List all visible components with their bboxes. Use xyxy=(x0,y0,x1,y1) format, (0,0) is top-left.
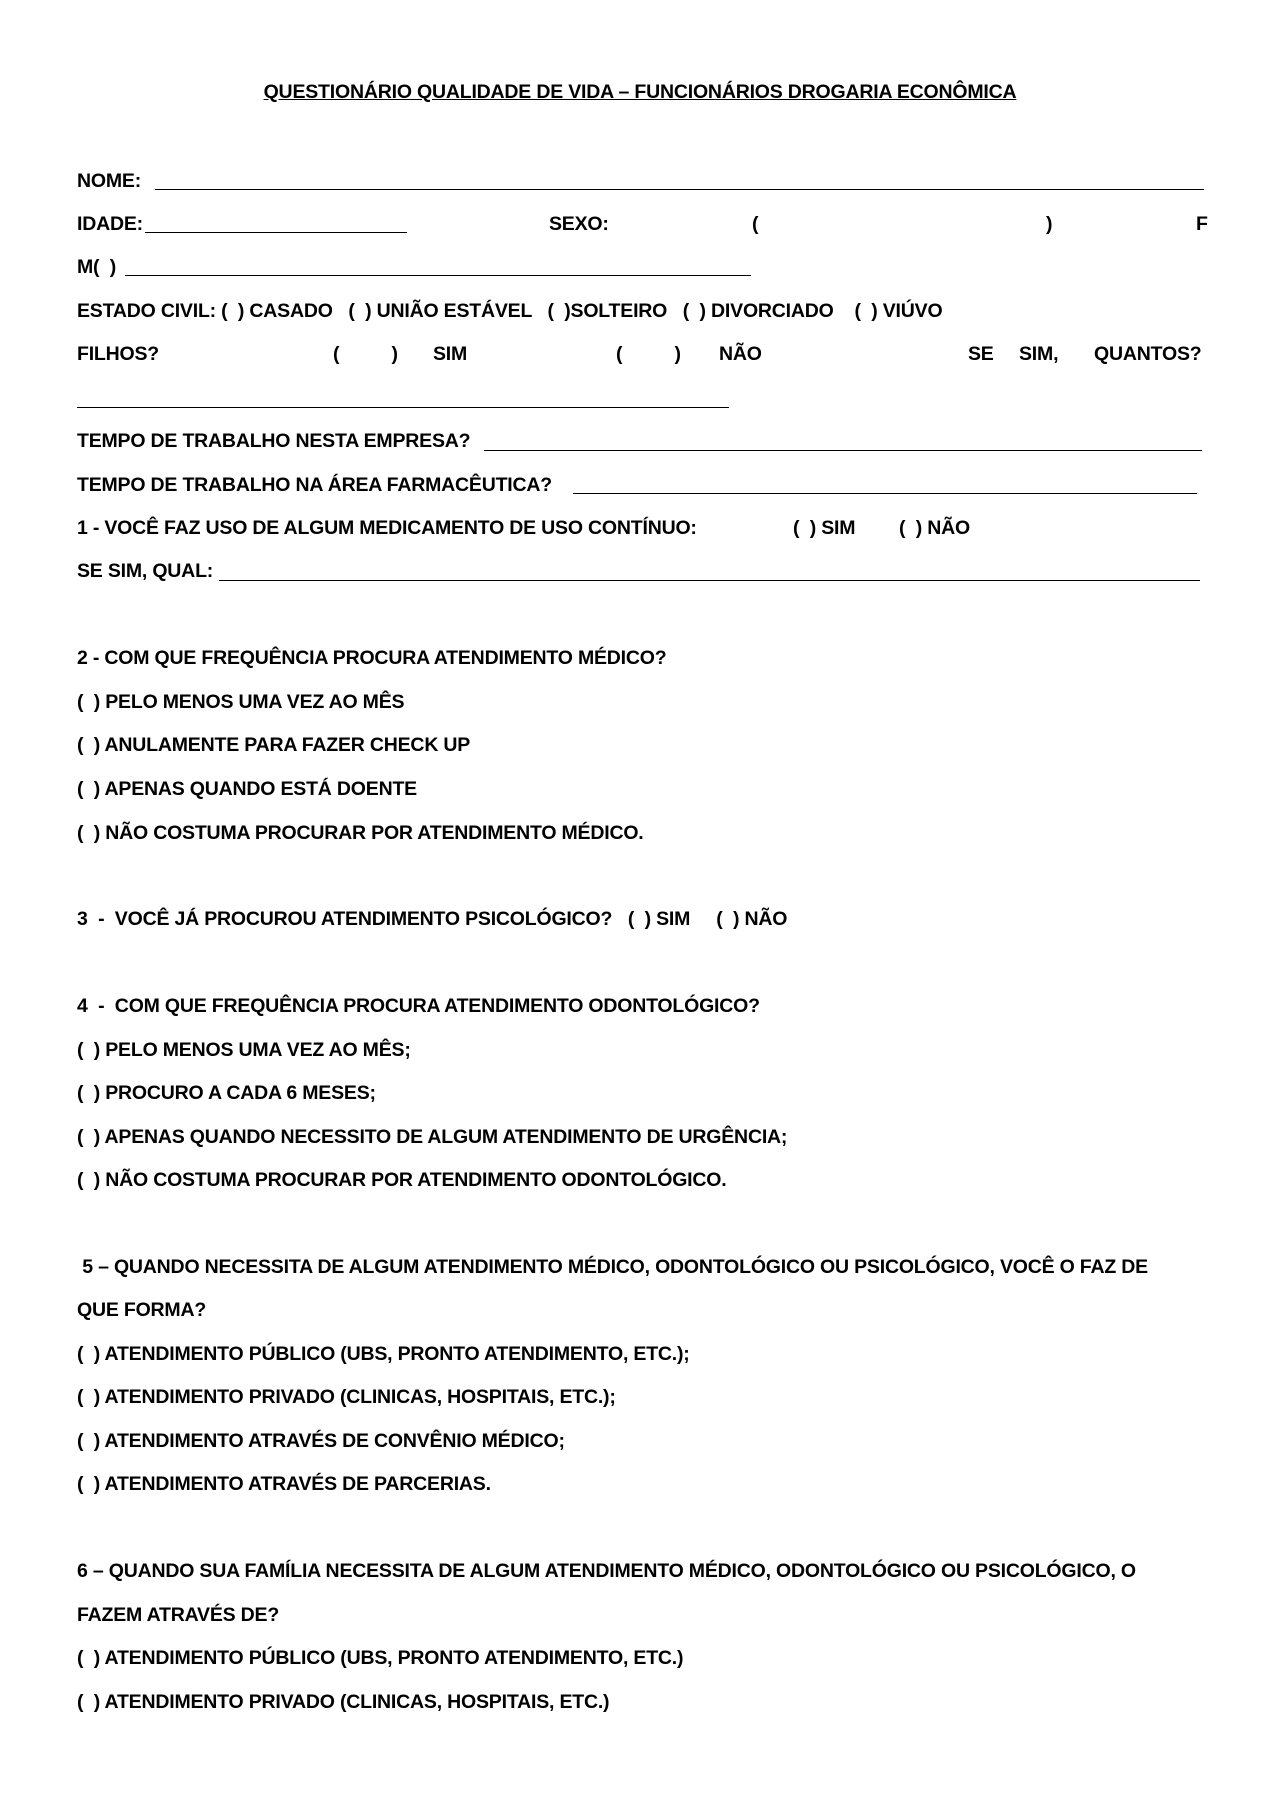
nome-field-line[interactable] xyxy=(155,189,1204,190)
tempo-empresa-line[interactable] xyxy=(484,450,1202,451)
filhos-quantos-label: QUANTOS? xyxy=(1094,343,1202,365)
sexo-m-option[interactable]: M( ) xyxy=(77,256,117,278)
sexo-f-label: F xyxy=(1196,213,1208,235)
q2-text: 2 - COM QUE FREQUÊNCIA PROCURA ATENDIMENTO MÉDICO? xyxy=(77,647,667,669)
tempo-area-line[interactable] xyxy=(573,493,1197,494)
q4-option[interactable]: ( ) PELO MENOS UMA VEZ AO MÊS; xyxy=(77,1039,411,1061)
q1-qual-line[interactable] xyxy=(219,580,1200,581)
q4-option[interactable]: ( ) NÃO COSTUMA PROCURAR POR ATENDIMENTO ODONTOLÓGICO. xyxy=(77,1169,727,1191)
q4-text: 4 - COM QUE FREQUÊNCIA PROCURA ATENDIMENTO ODONTOLÓGICO? xyxy=(77,995,760,1017)
q1-nao-option[interactable]: ( ) NÃO xyxy=(899,517,970,539)
q5-text-line2: QUE FORMA? xyxy=(77,1299,207,1321)
q5-option[interactable]: ( ) ATENDIMENTO ATRAVÉS DE CONVÊNIO MÉDICO; xyxy=(77,1430,565,1452)
q5-text-line1: 5 – QUANDO NECESSITA DE ALGUM ATENDIMENTO MÉDICO, ODONTOLÓGICO OU PSICOLÓGICO, VOCÊ O FAZ DE xyxy=(77,1256,1148,1278)
q4-option[interactable]: ( ) APENAS QUANDO NECESSITO DE ALGUM ATENDIMENTO DE URGÊNCIA; xyxy=(77,1126,788,1148)
q1-qual-label: SE SIM, QUAL: xyxy=(77,560,214,582)
filhos-quantos-line[interactable] xyxy=(77,407,729,408)
q6-text-line2: FAZEM ATRAVÉS DE? xyxy=(77,1604,280,1626)
idade-field-line[interactable] xyxy=(145,232,407,233)
estado-civil-options[interactable]: ESTADO CIVIL: ( ) CASADO ( ) UNIÃO ESTÁVEL ( )SOLTEIRO ( ) DIVORCIADO ( ) VIÚVO xyxy=(77,300,943,322)
filhos-se-label: SE xyxy=(968,343,994,365)
sexo-m-line xyxy=(125,275,751,276)
q2-option[interactable]: ( ) PELO MENOS UMA VEZ AO MÊS xyxy=(77,691,405,713)
sexo-f-paren-close[interactable]: ) xyxy=(1046,213,1053,235)
q3-text[interactable]: 3 - VOCÊ JÁ PROCUROU ATENDIMENTO PSICOLÓGICO? ( ) SIM ( ) NÃO xyxy=(77,908,788,930)
q1-sim-option[interactable]: ( ) SIM xyxy=(793,517,856,539)
tempo-area-label: TEMPO DE TRABALHO NA ÁREA FARMACÊUTICA? xyxy=(77,474,552,496)
tempo-empresa-label: TEMPO DE TRABALHO NESTA EMPRESA? xyxy=(77,430,471,452)
q6-text-line1: 6 – QUANDO SUA FAMÍLIA NECESSITA DE ALGUM ATENDIMENTO MÉDICO, ODONTOLÓGICO OU PSICOLÓGICO, O xyxy=(77,1560,1136,1582)
q6-option[interactable]: ( ) ATENDIMENTO PRIVADO (CLINICAS, HOSPITAIS, ETC.) xyxy=(77,1691,610,1713)
idade-label: IDADE: xyxy=(77,213,143,235)
filhos-sim-label: SIM xyxy=(433,343,468,365)
q2-option[interactable]: ( ) NÃO COSTUMA PROCURAR POR ATENDIMENTO MÉDICO. xyxy=(77,822,644,844)
q4-option[interactable]: ( ) PROCURO A CADA 6 MESES; xyxy=(77,1082,376,1104)
filhos-sim2-label: SIM, xyxy=(1019,343,1059,365)
q2-option[interactable]: ( ) APENAS QUANDO ESTÁ DOENTE xyxy=(77,778,417,800)
q5-option[interactable]: ( ) ATENDIMENTO PÚBLICO (UBS, PRONTO ATENDIMENTO, ETC.); xyxy=(77,1343,690,1365)
sexo-f-paren-open[interactable]: ( xyxy=(752,213,759,235)
q2-option[interactable]: ( ) ANULAMENTE PARA FAZER CHECK UP xyxy=(77,734,471,756)
q5-option[interactable]: ( ) ATENDIMENTO ATRAVÉS DE PARCERIAS. xyxy=(77,1473,491,1495)
q1-text: 1 - VOCÊ FAZ USO DE ALGUM MEDICAMENTO DE USO CONTÍNUO: xyxy=(77,517,697,539)
filhos-nao-checkbox[interactable]: ( ) xyxy=(616,343,681,365)
q5-option[interactable]: ( ) ATENDIMENTO PRIVADO (CLINICAS, HOSPITAIS, ETC.); xyxy=(77,1386,616,1408)
filhos-nao-label: NÃO xyxy=(719,343,762,365)
sexo-label: SEXO: xyxy=(549,213,609,235)
nome-label: NOME: xyxy=(77,170,141,192)
q6-option[interactable]: ( ) ATENDIMENTO PÚBLICO (UBS, PRONTO ATENDIMENTO, ETC.) xyxy=(77,1647,684,1669)
filhos-label: FILHOS? xyxy=(77,343,160,365)
document-title: QUESTIONÁRIO QUALIDADE DE VIDA – FUNCIONÁRIOS DROGARIA ECONÔMICA xyxy=(263,81,1017,103)
filhos-sim-checkbox[interactable]: ( ) xyxy=(333,343,398,365)
